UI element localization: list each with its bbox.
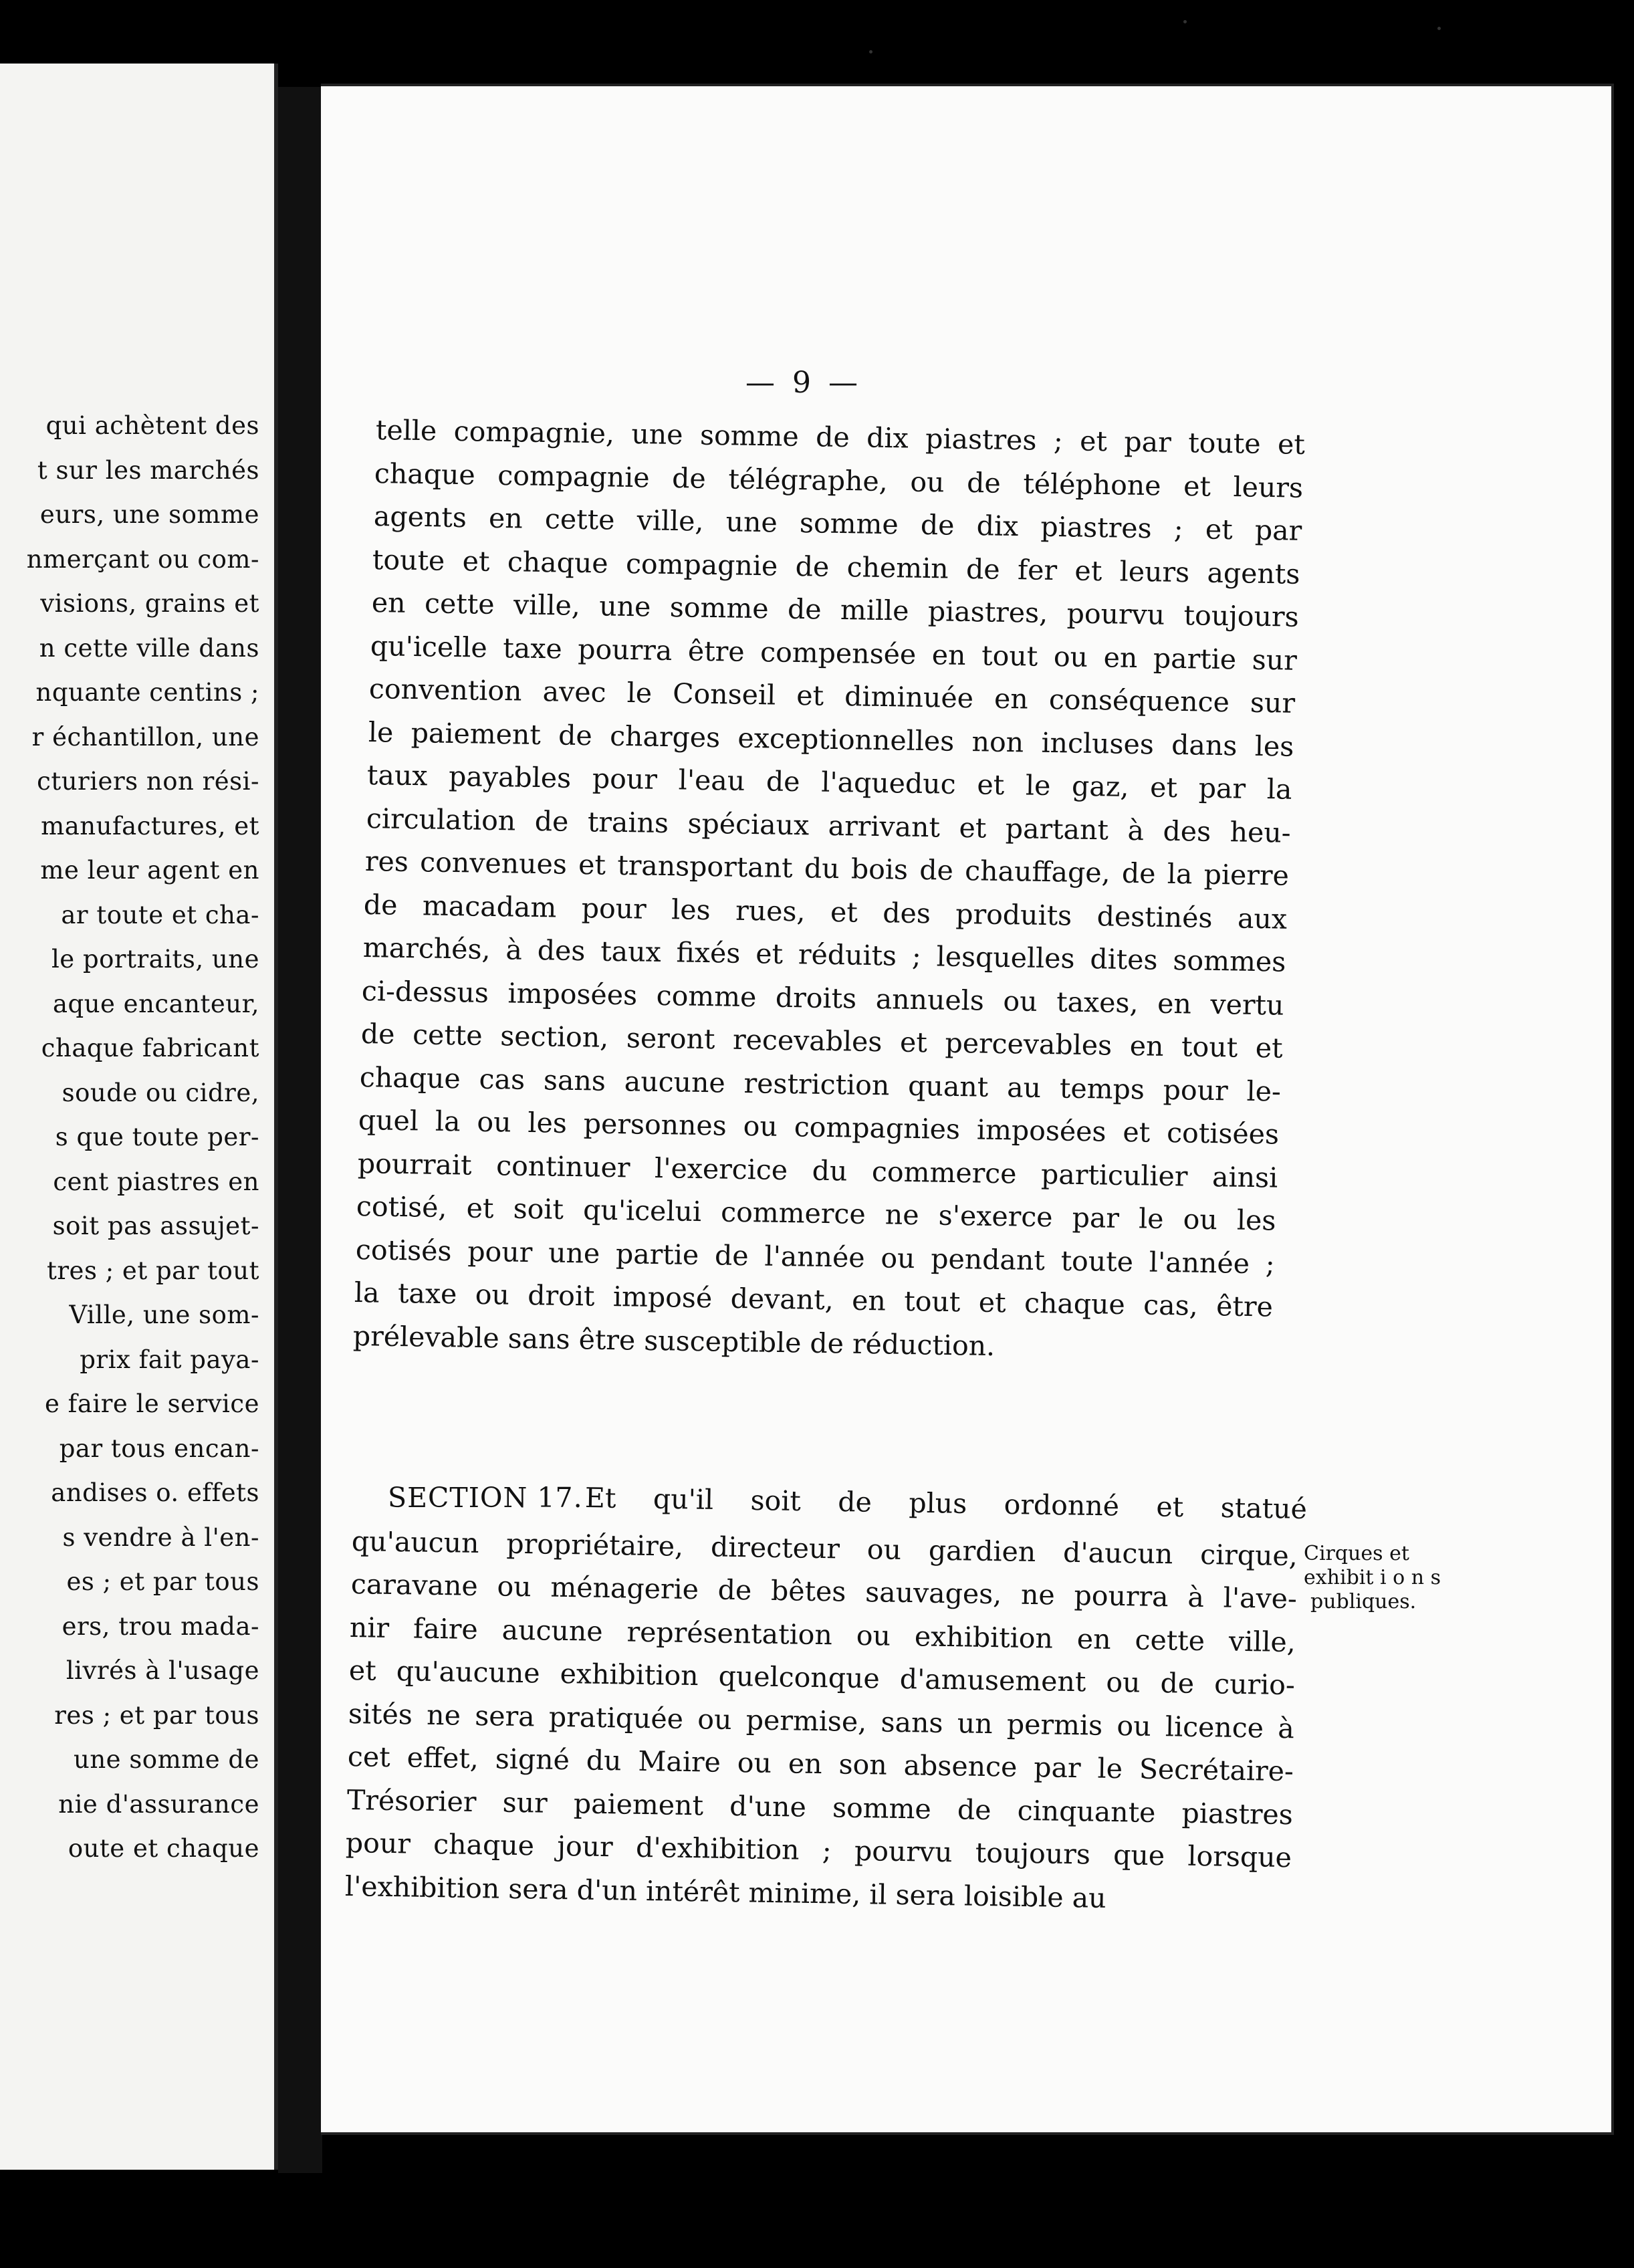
paragraph-line: prélevable sans être susceptible de réduction. [353, 1319, 996, 1362]
left-page-line: nmerçant ou com- [26, 544, 259, 574]
left-page-line: aque encanteur, [52, 989, 259, 1018]
left-page-line: res ; et par tous [54, 1700, 259, 1730]
scan-speck [869, 50, 872, 53]
paragraph-line: ci-dessus imposées comme droits annuels ou taxes, en vertu [361, 974, 1284, 1022]
scan-speck [1183, 20, 1187, 23]
paragraph-line: qu'aucun propriétaire, directeur ou gardien d'aucun cirque, [351, 1524, 1298, 1572]
paragraph-line: pourrait continuer l'exercice du commerce particulier ainsi [357, 1147, 1278, 1194]
left-page-line: le portraits, une [51, 945, 259, 974]
paragraph-line: de cette section, seront recevables et percevables en tout et [360, 1018, 1283, 1064]
paragraph-line: Et qu'il soit de plus ordonné et statué [584, 1482, 1308, 1525]
paragraph-line: la taxe ou droit imposé devant, en tout et chaque cas, être [354, 1276, 1274, 1323]
left-page-line: manufactures, et [41, 811, 259, 840]
left-page-line: une somme de [74, 1745, 259, 1774]
left-page-line: soude ou cidre, [62, 1078, 259, 1107]
paragraph-line: agents en cette ville, une somme de dix piastres ; et par [373, 500, 1302, 547]
left-page-line: par tous encan- [59, 1434, 259, 1463]
paragraph-line: chaque compagnie de télégraphe, ou de téléphone et leurs [374, 457, 1304, 504]
paragraph-line: marchés, à des taux fixés et réduits ; lesquelles dites sommes [362, 931, 1286, 978]
paragraph-line: en cette ville, une somme de mille piastres, pourvu toujours [371, 586, 1299, 633]
right-page [321, 84, 1614, 2135]
left-page-line: qui achètent des [45, 411, 259, 440]
left-page-line: me leur agent en [40, 856, 259, 885]
paragraph-line: qu'icelle taxe pourra être compensée en tout ou en partie sur [370, 629, 1298, 677]
left-page-line: soit pas assujet- [52, 1212, 259, 1240]
left-page-line: prix fait paya- [80, 1345, 259, 1374]
left-page-line: cent piastres en [53, 1167, 259, 1196]
paragraph-line: cotisé, et soit qu'icelui commerce ne s'exerce par le ou les [356, 1190, 1276, 1237]
paragraph-line: cet effet, signé du Maire ou en son absence par le Secrétaire- [347, 1740, 1294, 1788]
left-page-line: es ; et par tous [66, 1567, 259, 1596]
paragraph-line: circulation de trains spéciaux arrivant et partant à des heu- [366, 802, 1291, 849]
paragraph-line: de macadam pour les rues, et des produits destinés aux [364, 888, 1288, 935]
paragraph-line: cotisés pour une partie de l'année ou pendant toute l'année ; [355, 1233, 1275, 1280]
left-page-line: ers, trou mada- [62, 1611, 259, 1641]
paragraph-line: l'exhibition sera d'un intérêt minime, il sera loisible au [344, 1869, 1107, 1914]
left-page-line: r échantillon, une [31, 722, 259, 752]
paragraph-line: sités ne sera pratiquée ou permise, sans un permis ou licence à [348, 1697, 1295, 1744]
left-page-line: chaque fabricant [41, 1034, 259, 1062]
left-page-line: n cette ville dans [39, 633, 259, 663]
left-page-line: oute et chaque [68, 1834, 259, 1863]
paragraph-line: et qu'aucune exhibition quelconque d'amusement ou de curio- [348, 1654, 1296, 1702]
page-number: — 9 — [745, 366, 862, 400]
left-page-line: e faire le service [44, 1389, 259, 1418]
left-page-line: s vendre à l'en- [62, 1522, 259, 1552]
paragraph-line: pour chaque jour d'exhibition ; pourvu toujours que lorsque [346, 1827, 1292, 1874]
left-page-line: nquante centins ; [35, 678, 259, 707]
paragraph-line: telle compagnie, une somme de dix piastres ; et par toute et [375, 414, 1306, 461]
paragraph-line: taux payables pour l'eau de l'aqueduc et le gaz, et par la [366, 759, 1292, 806]
paragraph-line: caravane ou ménagerie de bêtes sauvages, ne pourra à l'ave- [350, 1568, 1297, 1615]
paragraph-line: le paiement de charges exceptionnelles non incluses dans les [368, 715, 1294, 763]
paragraph-line: convention avec le Conseil et diminuée en conséquence sur [369, 673, 1296, 719]
left-page-line: t sur les marchés [37, 455, 259, 485]
paragraph-line: nir faire aucune représentation ou exhibition en cette ville, [350, 1611, 1296, 1658]
left-page-line: Ville, une som- [69, 1300, 259, 1329]
left-page-line: andises o. effets [51, 1478, 259, 1507]
binding-gutter [278, 87, 322, 2173]
left-page-line: s que toute per- [55, 1123, 259, 1151]
left-page-line: livrés à l'usage [66, 1656, 259, 1685]
section-heading: SECTION 17. [388, 1482, 583, 1514]
margin-note-line: Cirques et [1304, 1542, 1409, 1565]
scan-speck [1437, 27, 1441, 30]
margin-note-line: publiques. [1310, 1590, 1417, 1613]
paragraph-line: toute et chaque compagnie de chemin de fer et leurs agents [372, 543, 1300, 590]
left-page-line: eurs, une somme [39, 500, 259, 529]
paragraph-line: chaque cas sans aucune restriction quant au temps pour le- [359, 1060, 1282, 1108]
paragraph-line: res convenues et transportant du bois de chauffage, de la pierre [364, 845, 1290, 892]
left-page-line: ar toute et cha- [61, 900, 259, 929]
margin-note-line: exhibit i o n s [1304, 1566, 1441, 1589]
left-page [0, 64, 278, 2170]
left-page-line: visions, grains et [40, 589, 259, 618]
left-page-line: tres ; et par tout [47, 1256, 259, 1285]
paragraph-line: quel la ou les personnes ou compagnies imposées et cotisées [358, 1104, 1280, 1151]
left-page-line: nie d'assurance [58, 1789, 259, 1819]
left-page-line: cturiers non rési- [37, 767, 259, 796]
paragraph-line: Trésorier sur paiement d'une somme de cinquante piastres [346, 1783, 1293, 1831]
